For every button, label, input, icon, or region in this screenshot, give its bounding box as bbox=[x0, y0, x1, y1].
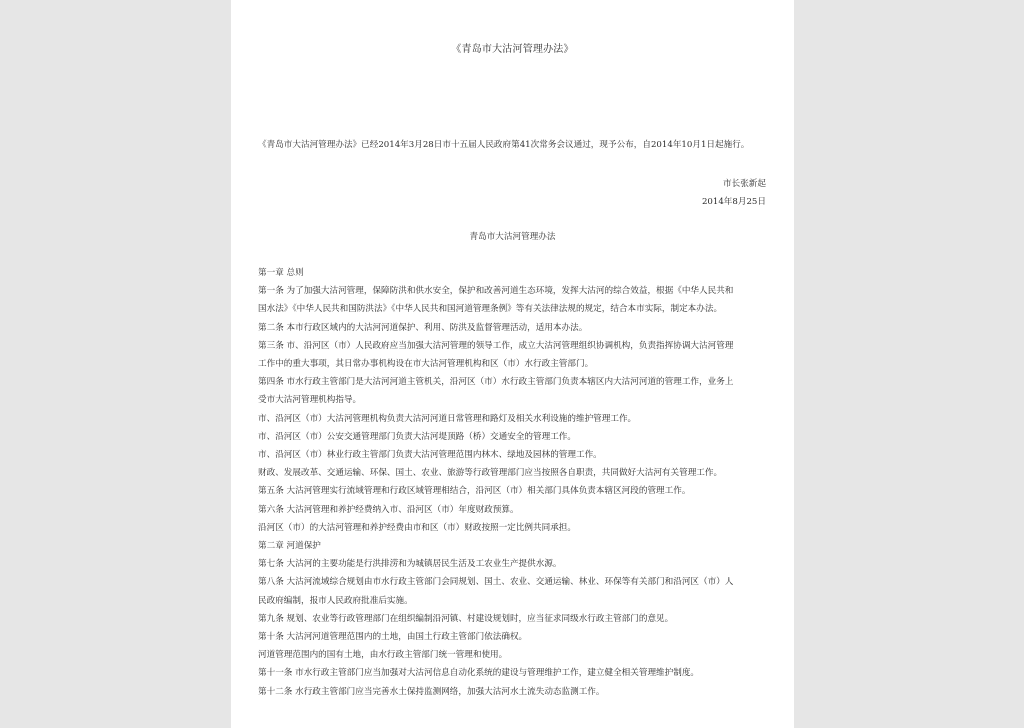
text-line: 沿河区（市）的大沽河管理和养护经费由市和区（市）财政按照一定比例共同承担。 bbox=[258, 522, 576, 533]
document-page bbox=[231, 0, 794, 728]
text-line: 第六条 大沽河管理和养护经费纳入市、沿河区（市）年度财政预算。 bbox=[258, 504, 519, 515]
text-line: 市、沿河区（市）公安交通管理部门负责大沽河堤顶路（桥）交通安全的管理工作。 bbox=[258, 431, 576, 442]
text-line: 第二条 本市行政区域内的大沽河河道保护、利用、防洪及监督管理活动，适用本办法。 bbox=[258, 322, 588, 333]
text-line: 第八条 大沽河流域综合规划由市水行政主管部门会同规划、国土、农业、交通运输、林业、环保等有关部门和沿河区（市）人 bbox=[258, 577, 734, 588]
text-line: 财政、发展改革、交通运输、环保、国土、农业、旅游等行政管理部门应当按照各自职责，共同做好大沽河有关管理工作。 bbox=[258, 468, 723, 479]
text-line: 第二章 河道保护 bbox=[258, 541, 321, 552]
text-line: 受市大沽河管理机构指导。 bbox=[258, 395, 362, 406]
text-line: 第一章 总则 bbox=[258, 268, 304, 278]
text-line: 第九条 规划、农业等行政管理部门在组织编制沿河镇、村建设规划时，应当征求同级水行政主管部门的意见。 bbox=[258, 613, 674, 624]
text-line: 第十条 大沽河河道管理范围内的土地，由国土行政主管部门依法确权。 bbox=[258, 632, 528, 643]
announcement-text: 《青岛市大沽河管理办法》已经2014年3月28日市十五届人民政府第41次常务会议通过，现予公布，自2014年10月1日起施行。 bbox=[258, 140, 750, 150]
text-line: 民政府编制，报市人民政府批准后实施。 bbox=[258, 595, 413, 606]
text-line: 国水法》《中华人民共和国防洪法》《中华人民共和国河道管理条例》等有关法律法规的规定，结合本市实际，制定本办法。 bbox=[258, 304, 723, 315]
text-line: 第七条 大沽河的主要功能是行洪排涝和为城镇居民生活及工农业生产提供水源。 bbox=[258, 559, 562, 570]
text-line: 河道管理范围内的国有土地，由水行政主管部门统一管理和使用。 bbox=[258, 650, 508, 661]
text-line: 第五条 大沽河管理实行流域管理和行政区域管理相结合，沿河区（市）相关部门具体负责本辖区河段的管理工作。 bbox=[258, 486, 691, 497]
text-line: 市、沿河区（市）林业行政主管部门负责大沽河管理范围内林木、绿地及园林的管理工作。 bbox=[258, 450, 602, 461]
text-line: 第十一条 市水行政主管部门应当加强对大沽河信息自动化系统的建设与管理维护工作，建立健全相关管理维护制度。 bbox=[258, 668, 700, 679]
text-line: 市、沿河区（市）大沽河管理机构负责大沽河河道日常管理和路灯及相关水利设施的维护管理工作。 bbox=[258, 413, 637, 424]
text-line: 工作中的重大事项，其日常办事机构设在市大沽河管理机构和区（市）水行政主管部门。 bbox=[258, 359, 594, 370]
signatory: 市长张新起 bbox=[723, 179, 766, 189]
document-title: 《青岛市大沽河管理办法》 bbox=[451, 44, 574, 55]
regulation-title: 青岛市大沽河管理办法 bbox=[469, 232, 556, 242]
text-line: 第三条 市、沿河区（市）人民政府应当加强大沽河管理的领导工作，成立大沽河管理组织协调机构，负责指挥协调大沽河管理 bbox=[258, 340, 734, 351]
text-line: 第四条 市水行政主管部门是大沽河河道主管机关，沿河区（市）水行政主管部门负责本辖区内大沽河河道的管理工作，业务上 bbox=[258, 377, 734, 388]
text-line: 第一条 为了加强大沽河管理，保障防洪和供水安全，保护和改善河道生态环境，发挥大沽河的综合效益，根据《中华人民共和 bbox=[258, 286, 734, 297]
regulation-body bbox=[258, 264, 766, 701]
text-line: 第十二条 水行政主管部门应当完善水土保持监测网络，加强大沽河水土流失动态监测工作。 bbox=[258, 686, 605, 697]
signature-date: 2014年8月25日 bbox=[701, 197, 766, 207]
